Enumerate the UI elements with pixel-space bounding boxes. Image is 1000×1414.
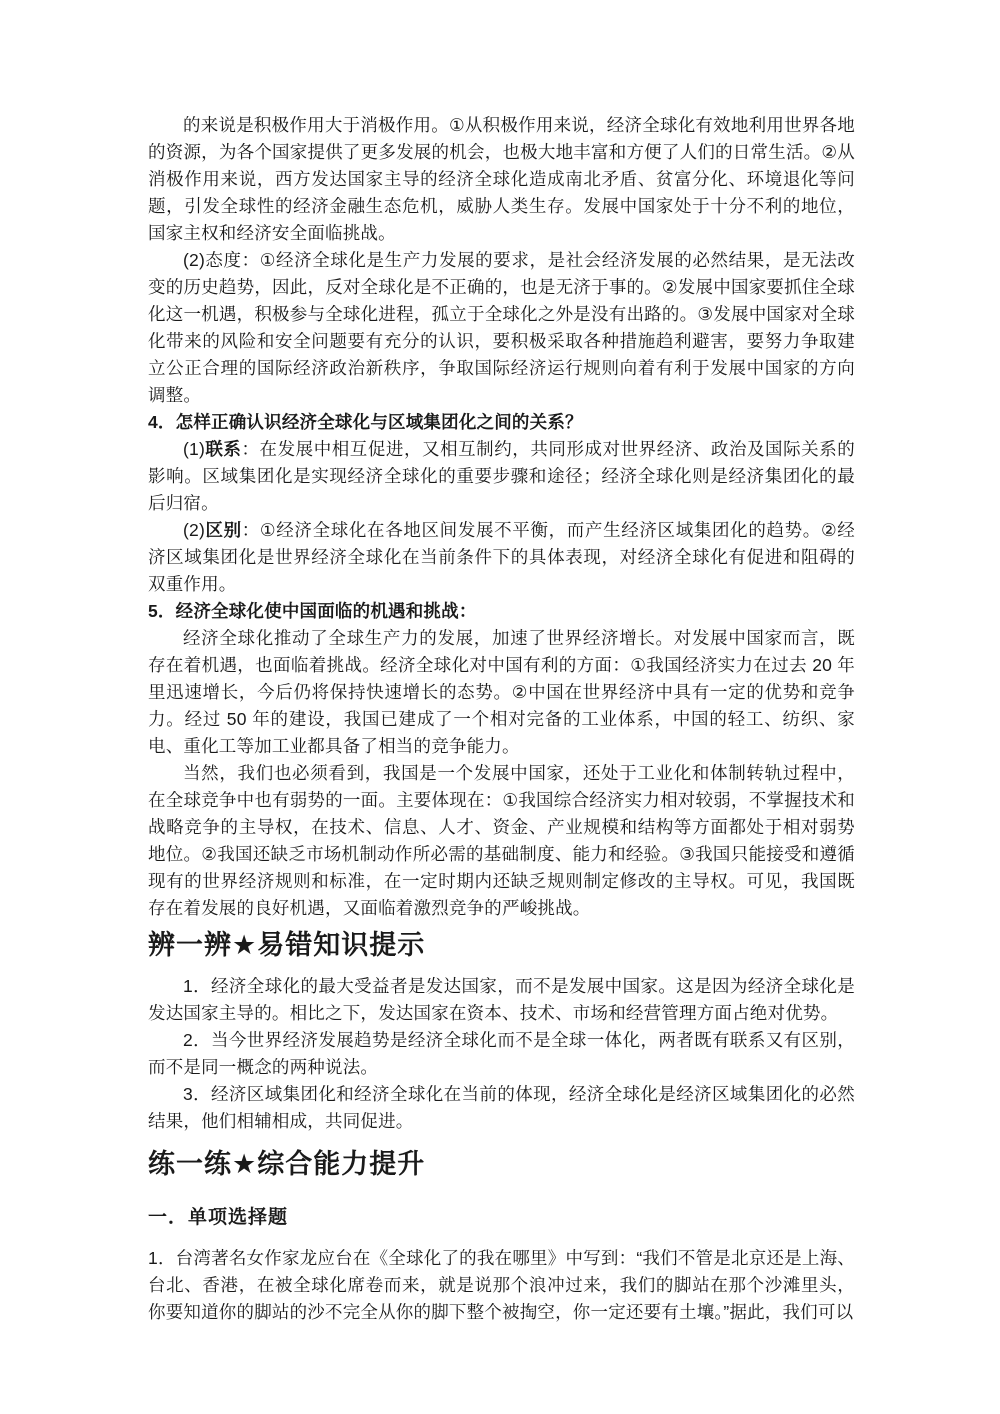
question-1: 1．台湾著名女作家龙应台在《全球化了的我在哪里》中写到：“我们不管是北京还是上海、台北、香港，在被全球化席卷而来，就是说那个浪冲过来，我们的脚站在那个沙滩里头，你要知道你的脚站的沙不完全从你的脚下整个被掏空，你一定还要有土壤。”据此，我们可以 (148, 1248, 855, 1322)
connection-text: ：在发展中相互促进，又相互制约，共同形成对世界经济、政治及国际关系的影响。区域集团化是实现经济全球化的重要步骤和途径；经济全球化则是经济集团化的最后归宿。 (148, 439, 855, 513)
section-title-bianyibian: 辨一辨★易错知识提示 (148, 930, 426, 960)
heading-relationship-q4: 4．怎样正确认识经济全球化与区域集团化之间的关系？ (148, 412, 583, 432)
paragraph-attitude: (2)态度：①经济全球化是生产力发展的要求，是社会经济发展的必然结果，是无法改变的历史趋势，因此，反对全球化是不正确的，也是无济于事的。②发展中国家要抓住全球化这一机遇，积极参与全球化进程，孤立于全球化之外是没有出路的。③发展中国家对全球化带来的风险和安全问题要有充分的认识，要积极采取各种措施趋利避害，要努力争取建立公正合理的国际经济政治新秩序，争取国际经济运行规则向着有利于发展中国家的方向调整。 (148, 250, 855, 405)
paragraph-china-weaknesses: 当然，我们也必须看到，我国是一个发展中国家，还处于工业化和体制转轨过程中，在全球竞争中也有弱势的一面。主要体现在：①我国综合经济实力相对较弱，不掌握技术和战略竞争的主导权，在技术、信息、人才、资金、产业规模和结构等方面都处于相对弱势地位。②我国还缺乏市场机制动作所必需的基础制度、能力和经验。③我国只能接受和遵循现有的世界经济规则和标准，在一定时期内还缺乏规则制定修改的主导权。可见，我国既存在着发展的良好机遇，又面临着激烈竞争的严峻挑战。 (148, 763, 855, 918)
section-title-lianyilian: 练一练★综合能力提升 (148, 1149, 426, 1179)
connection-keyword: 联系 (205, 439, 242, 459)
paragraph-difference (148, 517, 855, 598)
subheading-multiple-choice: 一．单项选择题 (148, 1207, 289, 1228)
paragraph-china-advantages: 经济全球化推动了全球生产力的发展，加速了世界经济增长。对发展中国家而言，既存在着机遇，也面临着挑战。经济全球化对中国有利的方面：①我国经济实力在过去 20 年里迅速增长，今后仍将保持快速增长的态势。②中国在世界经济中具有一定的优势和竞争力。经过 50 年的建设，我国已建成了一个相对完备的工业体系，中国的轻工、纺织、家电、重化工等加工业都具备了相当的竞争能力。 (148, 628, 855, 756)
misconception-item-1: 1．经济全球化的最大受益者是发达国家，而不是发展中国家。这是因为经济全球化是发达国家主导的。相比之下，发达国家在资本、技术、市场和经营管理方面占绝对优势。 (148, 976, 855, 1023)
difference-text: ：①经济全球化在各地区间发展不平衡，而产生经济区域集团化的趋势。②经济区域集团化是世界经济全球化在当前条件下的具体表现，对经济全球化有促进和阻碍的双重作用。 (148, 520, 855, 594)
paragraph-connection (148, 436, 855, 517)
difference-prefix: (2) (183, 520, 205, 540)
misconception-item-3: 3．经济区域集团化和经济全球化在当前的体现，经济全球化是经济区域集团化的必然结果，他们相辅相成，共同促进。 (148, 1084, 855, 1131)
connection-prefix: (1) (183, 439, 205, 459)
paragraph-globalization-effects: 的来说是积极作用大于消极作用。①从积极作用来说，经济全球化有效地利用世界各地的资源，为各个国家提供了更多发展的机会，也极大地丰富和方便了人们的日常生活。②从消极作用来说，西方发达国家主导的经济全球化造成南北矛盾、贫富分化、环境退化等问题，引发全球性的经济金融生态危机，威胁人类生存。发展中国家处于十分不利的地位，国家主权和经济安全面临挑战。 (148, 115, 855, 243)
heading-china-q5: 5．经济全球化使中国面临的机遇和挑战： (148, 601, 477, 621)
difference-keyword: 区别 (205, 520, 242, 540)
misconception-item-2: 2．当今世界经济发展趋势是经济全球化而不是全球一体化，两者既有联系又有区别，而不是同一概念的两种说法。 (148, 1030, 855, 1077)
